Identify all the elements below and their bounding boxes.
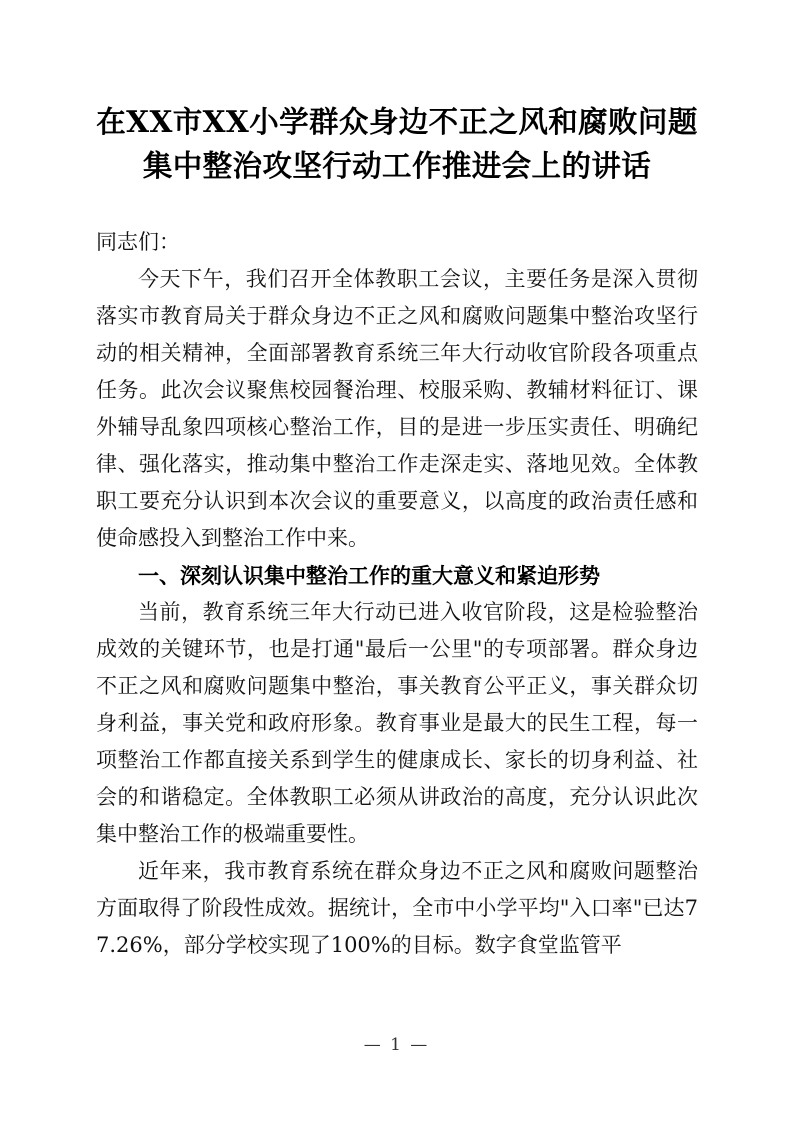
page-number-footer: — 1 —: [363, 1035, 430, 1055]
paragraph-achievements: 近年来，我市教育系统在群众身边不正之风和腐败问题整治方面取得了阶段性成效。据统计，全市中小学平均"入口率"已达77.26%，部分学校实现了100%的目标。数字食堂监管平: [96, 859, 698, 957]
page-title: 在XX市XX小学群众身边不正之风和腐败问题集中整治攻坚行动工作推进会上的讲话: [96, 104, 698, 183]
section-heading-1: 一、深刻认识集中整治工作的重大意义和紧迫形势: [138, 563, 600, 588]
paragraph-significance: 当前，教育系统三年大行动已进入收官阶段，这是检验整治成效的关键环节，也是打通"最后一公里"的专项部署。群众身边不正之风和腐败问题集中整治，事关教育公平正义，事关群众切身利益，事关党和政府形象。教育事业是最大的民生工程，每一项整治工作都直接关系到学生的健康成长、家长的切身利益、社会的和谐稳定。全体教职工必须从讲政治的高度，充分认识此次集中整治工作的极端重要性。: [96, 600, 698, 846]
salutation: 同志们：: [96, 230, 180, 254]
paragraph-opening: 今天下午，我们召开全体教职工会议，主要任务是深入贯彻落实市教育局关于群众身边不正之风和腐败问题集中整治攻坚行动的相关精神，全面部署教育系统三年大行动收官阶段各项重点任务。此次会议聚焦校园餐治理、校服采购、教辅材料征订、课外辅导乱象四项核心整治工作，目的是进一步压实责任、明确纪律、强化落实，推动集中整治工作走深走实、落地见效。全体教职工要充分认识到本次会议的重要意义，以高度的政治责任感和使命感投入到整治工作中来。: [96, 267, 698, 550]
document-body: [96, 0, 698, 964]
